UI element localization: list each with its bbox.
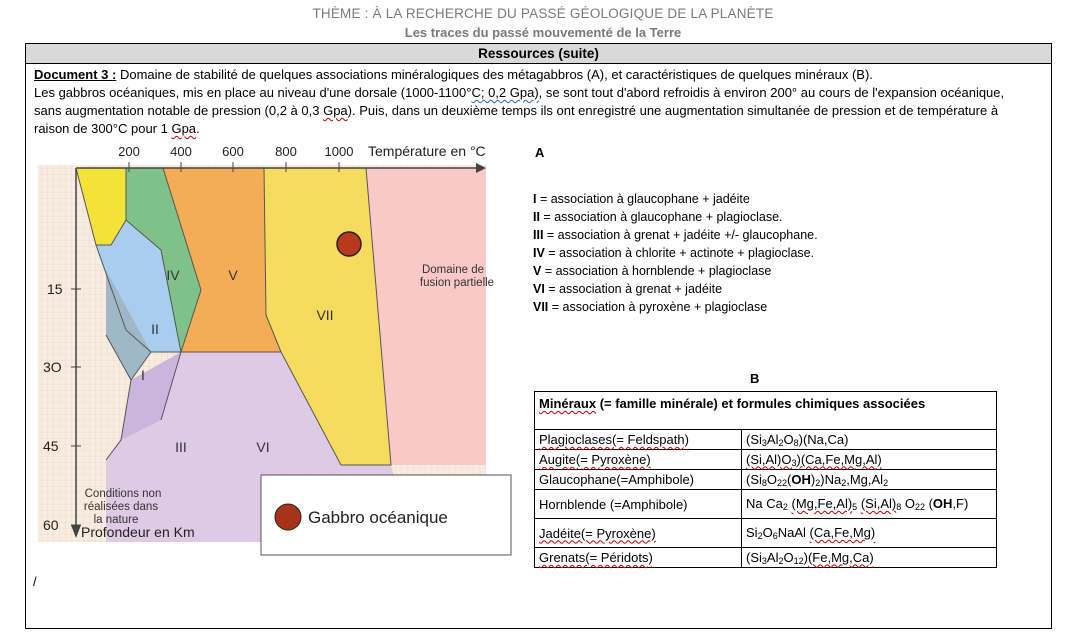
- intro-text-4c: .: [196, 121, 200, 136]
- x-tick-label: 400: [170, 144, 192, 159]
- x-axis-label: Température en °C: [368, 143, 486, 159]
- x-tick-label: 200: [118, 144, 140, 159]
- table-header-cell: [535, 392, 997, 430]
- fusion-label-2: fusion partielle: [419, 277, 495, 289]
- domain-label: V: [228, 267, 238, 283]
- domain-label: IV: [166, 267, 180, 283]
- x-tick-label: 800: [275, 144, 297, 159]
- mineral-cell: Plagioclases(= Feldspath): [535, 430, 742, 450]
- legend-list: [533, 190, 818, 316]
- theme-title: THÈME : À LA RECHERCHE DU PASSÉ GÉOLOGIQUE DE LA PLANÈTE: [312, 6, 774, 21]
- legend-item: II = association à glaucophane + plagioclase.: [533, 210, 783, 224]
- table-header-rest: (= famille minérale) et formules chimiques associées: [596, 396, 926, 411]
- intro-text-3c: ). Puis, dans un deuxième temps ils ont enregistré une augmentation simultanée de pression et de température à: [347, 103, 999, 118]
- theme-subtitle: Les traces du passé mouvementé de la Terre: [404, 25, 682, 40]
- unrealized-label-3: la nature: [93, 514, 139, 526]
- formula-cell: $Si_2O_6NaAl$ (Ca,Fe,Mg): [742, 519, 997, 548]
- fusion-label-1: Domaine de: [421, 264, 485, 276]
- table-header-row: [535, 392, 997, 430]
- x-tick-label: 1000: [324, 144, 354, 159]
- mineral-cell: Augite(= Pyroxène): [535, 450, 742, 470]
- legend-item: VII = association à pyroxène + plagioclase: [533, 300, 768, 314]
- formula-cell: $(Si_3Al_2O_8)(Na,Ca)$: [742, 430, 997, 450]
- table-header-minerals: Minéraux: [539, 396, 597, 411]
- stability-diagram: [11, 120, 495, 542]
- gabbro-marker: [337, 232, 361, 256]
- resources-header: Ressources (suite): [26, 44, 1051, 64]
- y-axis-title: Profondeur en Km: [81, 524, 195, 540]
- y-tick-label: 3O: [43, 359, 62, 375]
- formula-cell: Na $Ca_2$ $(Mg,Fe,Al)_5$ $(Si,Al)_8$ $O_{22}$ (OH,F): [742, 490, 997, 519]
- legend-item: VI = association à grenat + jadéite: [533, 282, 723, 296]
- y-tick-label: 45: [43, 438, 59, 454]
- table-row: [535, 470, 997, 490]
- mineral-cell: Jadéite(= Pyroxène): [535, 519, 742, 548]
- legend-item: IV = association à chlorite + actinote + plagioclase.: [533, 246, 815, 260]
- table-row: [535, 490, 997, 519]
- x-tick-label: 600: [222, 144, 244, 159]
- gabbro-legend-icon: [275, 504, 301, 530]
- stray-slash: /: [33, 574, 37, 589]
- y-tick-label: 15: [47, 281, 63, 297]
- legend-label-A: A: [535, 145, 545, 160]
- gabbro-legend-label: Gabbro océanique: [308, 508, 448, 527]
- formula-cell: $(Si_8O_{22}(OH)_2)Na_2,Mg,Al_2$: [742, 470, 997, 490]
- stability-diagram-svg: [11, 120, 495, 542]
- intro-line-1: [34, 66, 1044, 84]
- y-tick-label: 60: [43, 517, 59, 533]
- intro-text-4b: Gpa: [171, 121, 197, 136]
- unrealized-label-1: Conditions non: [84, 488, 162, 500]
- legend-item: I = association à glaucophane + jadéite: [533, 192, 750, 206]
- table-row: [535, 450, 997, 470]
- intro-text-2c: , se sont tout d'abord refroidis à environ 200° au cours de l'expansion océanique,: [538, 85, 1005, 100]
- intro-line-3: [34, 102, 1044, 120]
- intro-line-2: [34, 84, 1044, 102]
- table-row: [535, 430, 997, 450]
- table-row: [535, 519, 997, 548]
- domain-label: VII: [316, 307, 334, 323]
- domain-label: I: [141, 367, 145, 383]
- intro-text-2a: Les gabbros océaniques, mis en place au niveau d'une dorsale (1000-1100°: [34, 85, 472, 100]
- mineral-cell: Glaucophane(=Amphibole): [535, 470, 742, 490]
- mineral-cell: Grenats(= Péridots): [535, 548, 742, 568]
- formula-cell: $(Si_3Al_2O_{12})(Fe,Mg,Ca)$: [742, 548, 997, 568]
- intro-text-4a: raison de 300°C pour 1: [34, 121, 172, 136]
- intro-text-3a: sans augmentation notable de pression (0,2 à 0,3: [34, 103, 324, 118]
- formula-cell: $(Si,Al)O_3)(Ca,Fe,Mg,Al)$: [742, 450, 997, 470]
- domain-label: II: [151, 321, 159, 337]
- unrealized-label-2: réalisées dans: [83, 501, 159, 513]
- mineral-cell: Hornblende (=Amphibole): [535, 490, 742, 519]
- legend-item: V = association à hornblende + plagioclase: [533, 264, 772, 278]
- intro-text-2b: C; 0,2 Gpa): [471, 85, 539, 100]
- legend-item: III = association à grenat + jadéite +/- glaucophane.: [533, 228, 818, 242]
- intro-text-3b: Gpa: [323, 103, 348, 118]
- table-row: [535, 548, 997, 568]
- domain-label: VI: [256, 439, 270, 455]
- document-label: Document 3 :: [34, 67, 117, 82]
- table-label-B: B: [750, 371, 760, 386]
- intro-text-1: Domaine de stabilité de quelques associations minéralogiques des métagabbros (A), et caractéristiques de quelques minéraux (B).: [116, 67, 873, 82]
- minerals-table: [534, 391, 997, 568]
- domain-label: III: [175, 439, 187, 455]
